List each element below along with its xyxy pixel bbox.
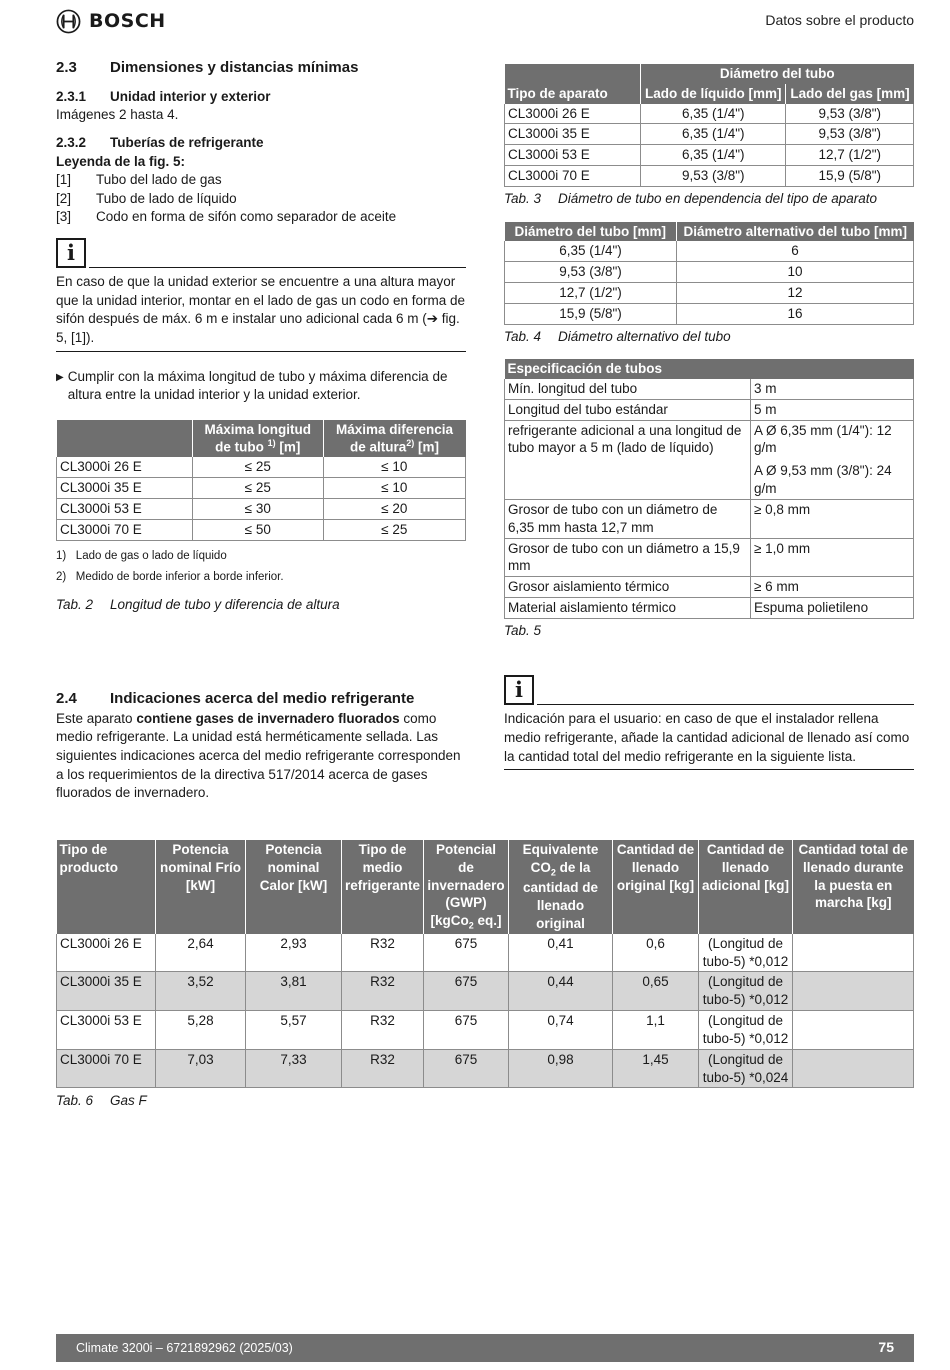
legend-item: [3] Codo en forma de sifón como separador de aceite <box>56 209 397 225</box>
divider <box>537 704 914 705</box>
table-3-caption: Tab. 3 Diámetro de tubo en dependencia del tipo de aparato <box>504 190 877 206</box>
table-row: Grosor de tubo con un diámetro a 15,9 mm ≥ 1,0 mm <box>505 538 914 577</box>
table-2-caption: Tab. 2 Longitud de tubo y diferencia de altura <box>56 597 340 613</box>
table-row: Longitud del tubo estándar 5 m <box>505 399 914 420</box>
user-note-text: Indicación para el usuario: en caso de que el instalador rellena medio refrigerante, añade la cantidad adicional de llenado así como la cantidad total del medio refrigerante en la siguiente lista. <box>504 711 910 764</box>
brand-name: BOSCH <box>89 9 166 32</box>
table-row: CL3000i 70 E ≤ 50 ≤ 25 <box>57 519 466 540</box>
table-2-pipe-length: Máxima longitud de tubo $^{1)}$ [m] Máxima diferencia de altura$^{2)}$ [m] CL3000i 26 E ≤ 25 ≤ 10 CL3000i 35 E ≤ 25 ≤ 10 CL3000i 53 E ≤ 30 ≤ 20 CL3000i 70 E ≤ 50 ≤ 25 <box>56 420 466 541</box>
table-row: CL3000i 53 E 6,35 (1/4") 12,7 (1/2") <box>505 145 914 166</box>
bosch-armature-icon <box>56 9 81 34</box>
table-row: Grosor de tubo con un diámetro de 6,35 mm hasta 12,7 mm ≥ 0,8 mm <box>505 499 914 538</box>
info-icon: i <box>504 675 534 705</box>
table-row: CL3000i 26 E 6,35 (1/4") 9,53 (3/8") <box>505 104 914 124</box>
table-row: CL3000i 26 E ≤ 25 ≤ 10 <box>57 457 466 477</box>
table-row: CL3000i 35 E 6,35 (1/4") 9,53 (3/8") <box>505 124 914 145</box>
document-id: Climate 3200i – 6721892962 (2025/03) <box>76 1341 293 1355</box>
heading-2-3-1: 2.3.1 Unidad interior y exterior <box>56 88 271 104</box>
table-5-pipe-spec: Especificación de tubos Mín. longitud del tubo 3 m Longitud del tubo estándar 5 m refrigerante adicional a una longitud de tubo mayor a 5 m (lado de líquido) A Ø 6,35 mm (1/4"): 12 g/m A Ø 9,53 mm (3/8"): 24 g/m Grosor de tubo con un diámetro de 6,35 mm hasta 12,7 mm ≥ 0,8 mm Grosor de tubo con un diámetro a 15,9 mm ≥ 1,0 mm Grosor aislamiento térmico ≥ 6 mm Material aislamiento térmico Espuma polietileno <box>504 359 914 619</box>
table-3-pipe-diameter: Tipo de aparato Diámetro del tubo Lado de líquido [mm] Lado del gas [mm] CL3000i 26 E 6,35 (1/4") 9,53 (3/8") CL3000i 35 E 6,35 (1/4") 9,53 (3/8") CL3000i 53 E 6,35 (1/4") 12,7 (1/2") CL3000i 70 E 9,53 (3/8") 15,9 (5/8") <box>504 64 914 187</box>
right-column <box>504 64 914 770</box>
divider <box>56 351 466 352</box>
table-row: 6,35 (1/4") 6 <box>505 241 914 261</box>
heading-2-3: 2.3 Dimensiones y distancias mínimas <box>56 59 359 76</box>
table-row: 12,7 (1/2") 12 <box>505 282 914 303</box>
table-6-gas-f: Tipo de producto Potencia nominal Frío [kW] Potencia nominal Calor [kW] Tipo de medio refrigerante Potencial de invernadero (GWP) [kgCo$_2$ eq.] Equivalente $CO_2$ de la cantidad de llenado original Cantidad de llenado original [kg] Cantidad de llenado adicional [kg] Cantidad total de llenado durante la puesta en marcha [kg] CL3000i 26 E 2,64 2,93 R32 675 0,41 0,6 (Longitud de tubo-5) *0,012 CL3000i 35 E 3,52 3,81 R32 675 0,44 0,65 (Longitud de tubo-5) *0,012 CL3000i 53 E 5,28 5,57 R32 675 0,74 1,1 (Longitud de tubo-5) *0,012 CL3000i 70 E 7,03 7,33 R32 675 0,98 1,45 (Longitud de tubo-5) *0,024 Tab. 6 Gas F <box>56 840 914 1111</box>
table-row: CL3000i 26 E 2,64 2,93 R32 675 0,41 0,6 (Longitud de tubo-5) *0,012 <box>57 934 914 972</box>
footnote-1: 1) Lado de gas o lado de líquido <box>56 549 227 562</box>
table-row: CL3000i 70 E 7,03 7,33 R32 675 0,98 1,45 (Longitud de tubo-5) *0,024 <box>57 1049 914 1088</box>
page-footer <box>56 1334 914 1362</box>
table-row: Grosor aislamiento térmico ≥ 6 mm <box>505 577 914 598</box>
table-row: Mín. longitud del tubo 3 m <box>505 379 914 399</box>
divider <box>89 267 466 268</box>
footnote-2: 2) Medido de borde inferior a borde inferior. <box>56 570 284 583</box>
table-5-caption: Tab. 5 <box>504 622 542 638</box>
table-row: CL3000i 35 E 3,52 3,81 R32 675 0,44 0,65 (Longitud de tubo-5) *0,012 <box>57 972 914 1011</box>
refrigerant-intro-text: Este aparato contiene gases de invernadero fluorados como medio refrigerante. La unidad está herméticamente sellada. Las siguientes indicaciones acerca del medio refrigerante corresponden a los requerimientos de la directiva 517/2014 acerca de gases fluorados de invernadero. <box>56 710 461 801</box>
table-row: 15,9 (5/8") 16 <box>505 303 914 324</box>
table-6-caption: Tab. 6 Gas F <box>56 1093 147 1109</box>
instruction-bullet: ▶ Cumplir con la máxima longitud de tubo y máxima diferencia de altura entre la unidad interior y la unidad exterior. <box>56 368 466 405</box>
table-row: refrigerante adicional a una longitud de tubo mayor a 5 m (lado de líquido) A Ø 6,35 mm (1/4"): 12 g/m A Ø 9,53 mm (3/8"): 24 g/m <box>505 420 914 499</box>
legend-item: [1] Tubo del lado de gas <box>56 172 222 188</box>
heading-2-3-2: 2.3.2 Tuberías de refrigerante <box>56 134 264 150</box>
section-title: Datos sobre el producto <box>765 12 914 28</box>
page-header <box>56 8 914 34</box>
divider <box>504 769 914 770</box>
info-icon: i <box>56 238 86 268</box>
left-column <box>56 58 466 803</box>
info-note-header <box>504 675 914 705</box>
page-number: 75 <box>878 1339 894 1355</box>
table-4-caption: Tab. 4 Diámetro alternativo del tubo <box>504 328 731 344</box>
table-row: CL3000i 70 E 9,53 (3/8") 15,9 (5/8") <box>505 166 914 187</box>
table-row: CL3000i 53 E 5,28 5,57 R32 675 0,74 1,1 (Longitud de tubo-5) *0,012 <box>57 1011 914 1050</box>
legend-item: [2] Tubo de lado de líquido <box>56 190 237 206</box>
heading-2-4: 2.4 Indicaciones acerca del medio refrigerante <box>56 690 415 707</box>
info-note-text: En caso de que la unidad exterior se encuentre a una altura mayor que la unidad interior, montar en el lado de gas un codo en forma de sifón después de máx. 6 m e instalar uno adicional cada 6 m (➔ fig. 5, [1]). <box>56 274 466 345</box>
bosch-logo <box>56 8 166 34</box>
table-row: 9,53 (3/8") 10 <box>505 262 914 283</box>
table-4-alt-diameter: Diámetro del tubo [mm] Diámetro alternativo del tubo [mm] 6,35 (1/4") 6 9,53 (3/8") 10 12,7 (1/2") 12 15,9 (5/8") 16 <box>504 222 914 325</box>
triangle-bullet-icon: ▶ <box>56 371 64 383</box>
text-images-ref: Imágenes 2 hasta 4. <box>56 107 179 123</box>
table-row: Material aislamiento térmico Espuma polietileno <box>505 597 914 618</box>
info-note-header <box>56 238 466 268</box>
table-row: CL3000i 53 E ≤ 30 ≤ 20 <box>57 499 466 520</box>
legend-title: Leyenda de la fig. 5: <box>56 153 186 169</box>
table-row: CL3000i 35 E ≤ 25 ≤ 10 <box>57 478 466 499</box>
